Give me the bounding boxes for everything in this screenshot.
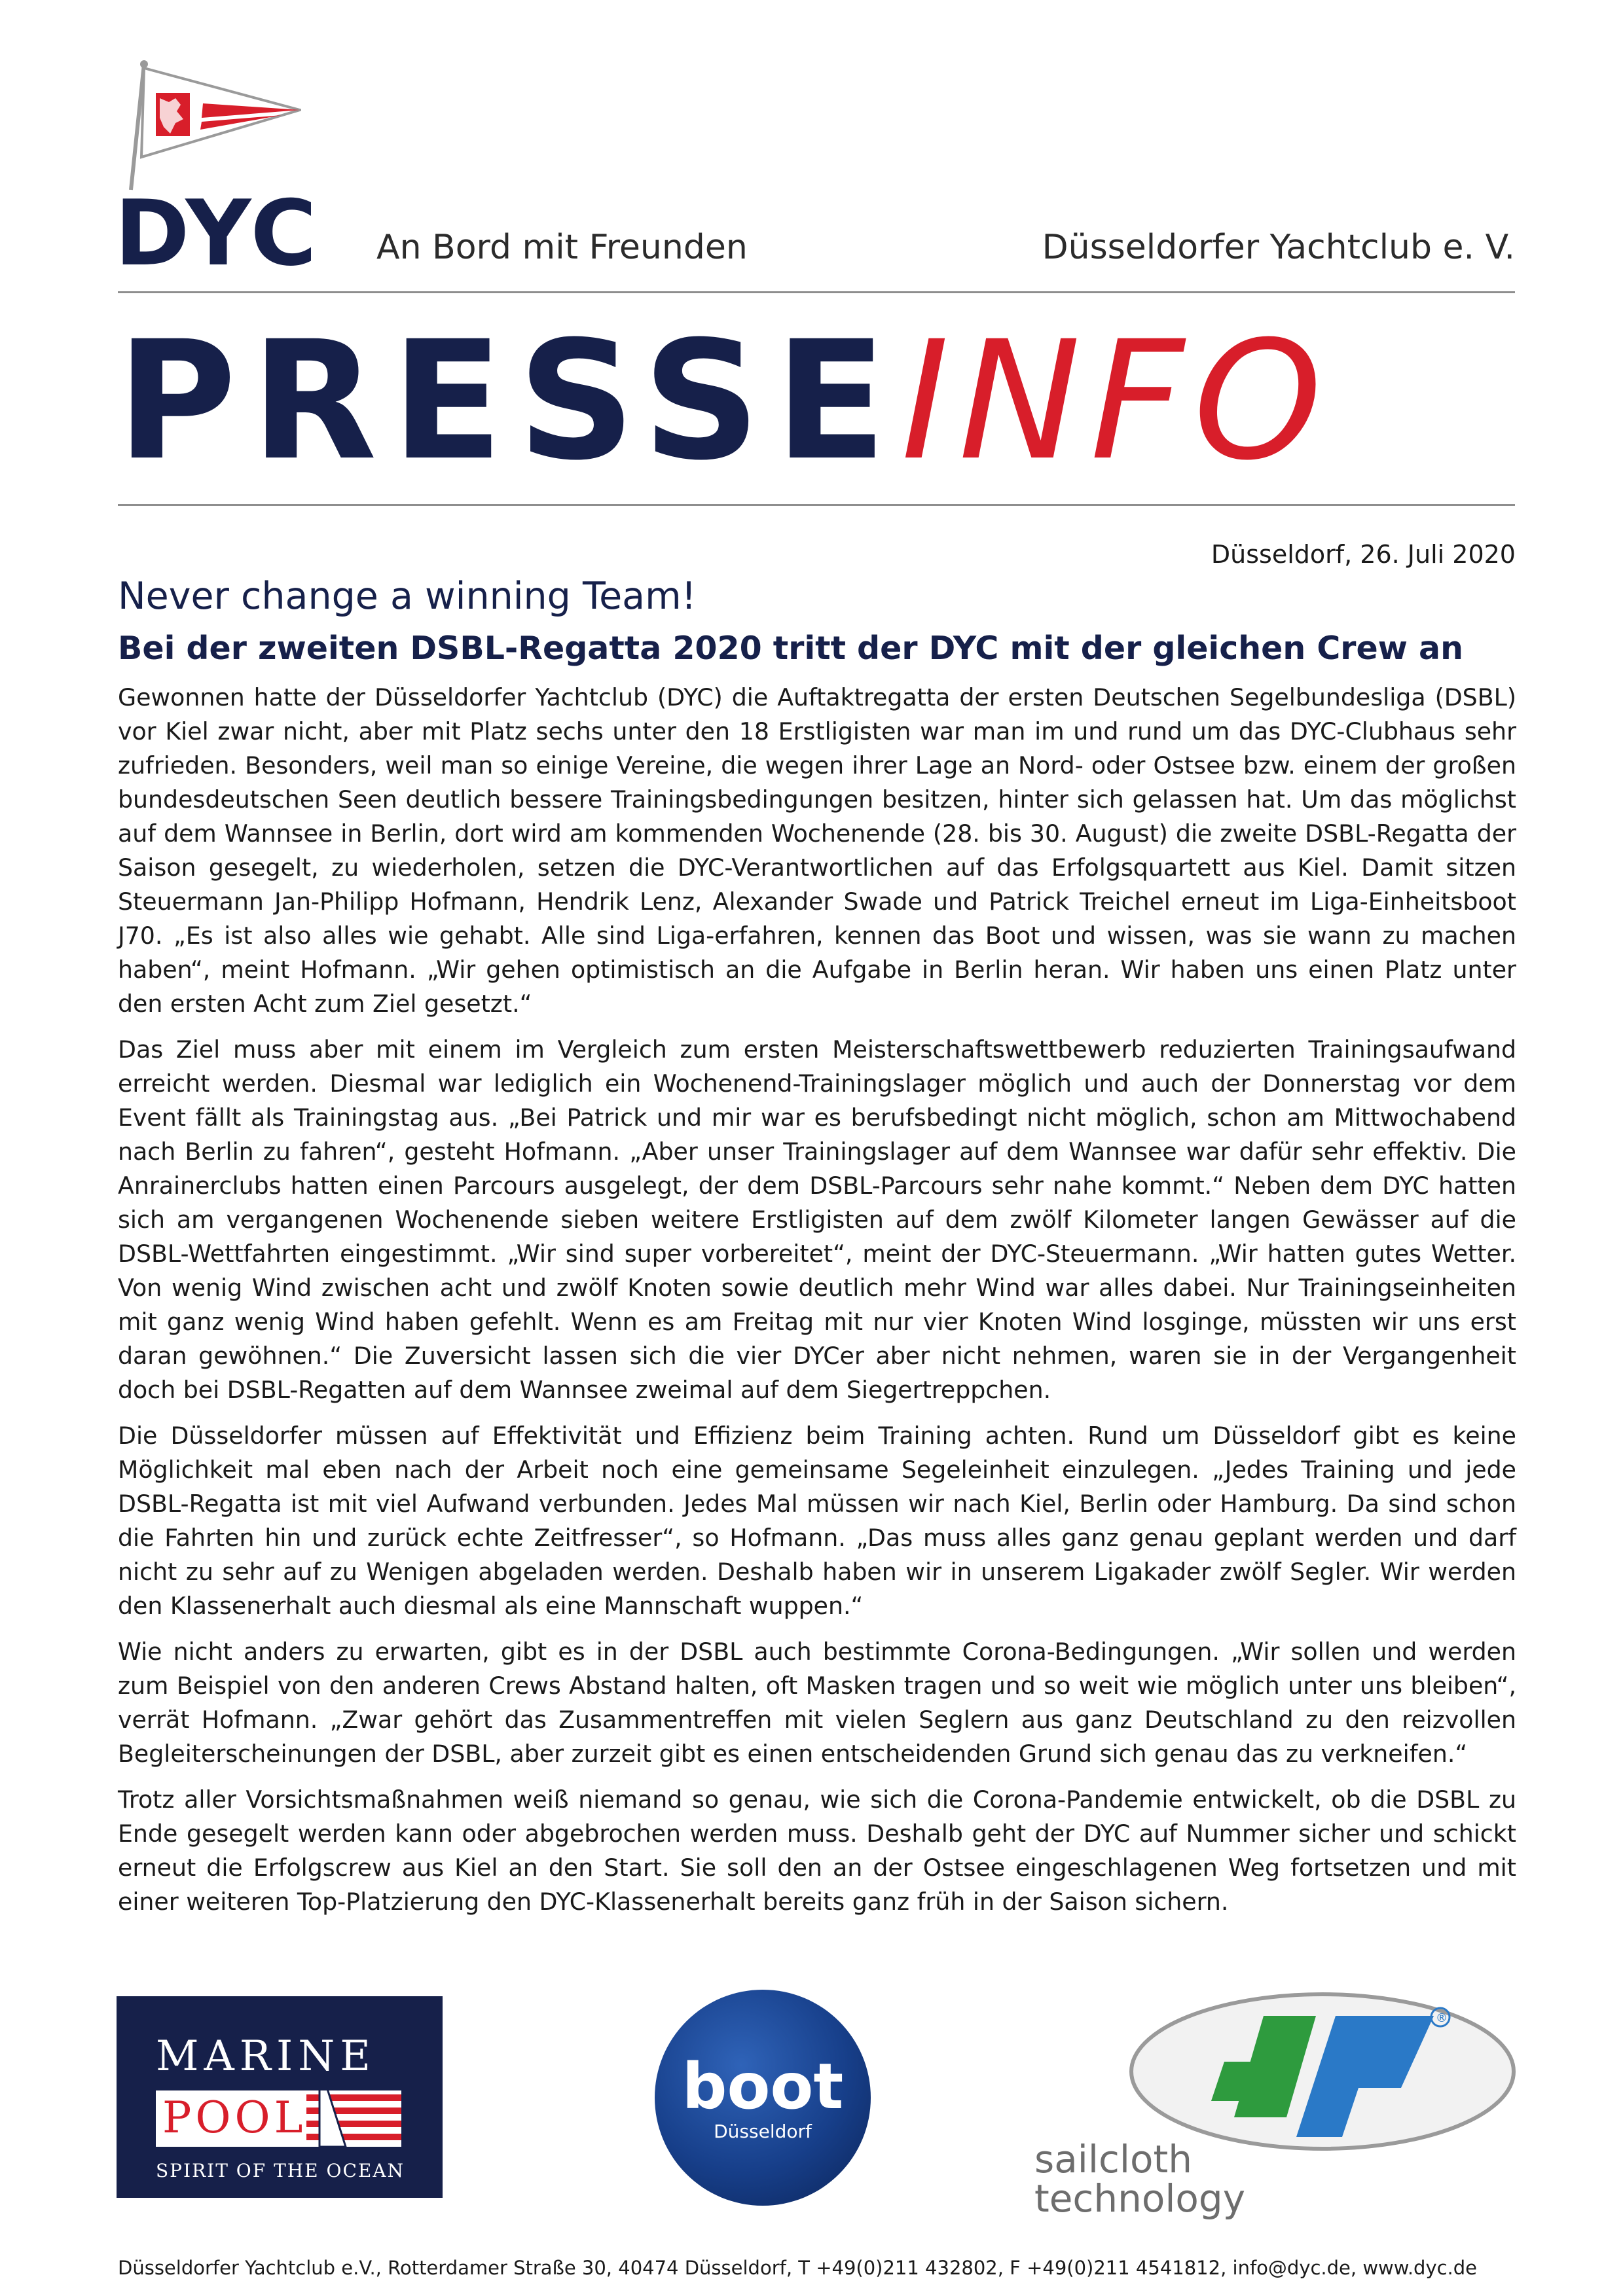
masthead-presse: PRESSE [117, 306, 902, 496]
marine-pool-word-pool: POOL [162, 2092, 307, 2143]
article-headline: Never change a winning Team! [118, 575, 697, 618]
footer-contact: Düsseldorfer Yachtclub e.V., Rotterdamer Straße 30, 40474 Düsseldorf, T +49(0)211 432802, F +49(0)211 4541812, info@dyc.de, www.dyc.de [118, 2257, 1478, 2279]
article-paragraph: Trotz aller Vorsichtsmaßnahmen weiß niemand so genau, wie sich die Corona-Pandemie entwickelt, ob die DSBL zu Ende gesegelt werden kann oder abgebrochen werden muss. Deshalb geht der DYC auf Nummer sicher und schickt erneut die Erfolgscrew aus Kiel an den Start. Sie soll den an der Ostsee eingeschlagenen Weg fortsetzen und mit einer weiteren Top-Platzierung den DYC-Klassenerhalt bereits ganz früh in der Saison sichern. [118, 1785, 1516, 1916]
registered-mark: ® [1436, 2011, 1448, 2025]
dp-sailcloth-word: sailcloth [1034, 2137, 1192, 2181]
masthead-divider [118, 504, 1515, 506]
article-paragraph: Das Ziel muss aber mit einem im Vergleich zum ersten Meisterschaftswettbewerb reduzierten Trainingsaufwand erreicht werden. Diesmal war lediglich ein Wochenend-Trainingslager möglich und auch der Donnerstag vor dem Event fällt als Trainingstag aus. „Bei Patrick und mir war es berufsbedingt nicht möglich, schon am Mittwochabend nach Berlin zu fahren“, gesteht Hofmann. „Aber unser Trainingslager auf dem Wannsee war dafür sehr effektiv. Die Anrainerclubs hatten einen Parcours ausgelegt, der dem DSBL-Parcours sehr nahe kommt.“ Neben dem DYC hatten sich am vergangenen Wochenende sieben weitere Erstligisten auf dem zwölf Kilometer langen Gewässer auf die DSBL-Wettfahrten eingestimmt. „Wir sind super vorbereitet“, meint der DYC-Steuermann. „Wir hatten gutes Wetter. Von wenig Wind zwischen acht und zwölf Knoten sowie deutlich mehr Wind war alles dabei. Nur Trainingseinheiten mit ganz wenig Wind haben gefehlt. Wenn es am Freitag mit nur vier Knoten Wind losginge, müssten wir uns erst daran gewöhnen.“ Die Zuversicht lassen sich die vier DYCer aber nicht nehmen, waren sie in der Vergangenheit doch bei DSBL-Regatten auf dem Wannsee zweimal auf dem Siegertreppchen. [118, 1035, 1516, 1404]
boot-duesseldorf-logo [655, 1990, 871, 2206]
article-paragraph: Gewonnen hatte der Düsseldorfer Yachtclub (DYC) die Auftaktregatta der ersten Deutschen Segelbundesliga (DSBL) vor Kiel zwar nicht, aber mit Platz sechs unter den 18 Erstligisten war man im und rund um das DYC-Clubhaus sehr zufrieden. Besonders, weil man so einige Vereine, die wegen ihrer Lage an Nord- oder Ostsee bzw. einem der großen bundesdeutschen Seen deutlich bessere Trainingsbedingungen besitzen, hinter sich gelassen hat. Um das möglichst auf dem Wannsee in Berlin, dort wird am kommenden Wochenende (28. bis 30. August) die zweite DSBL-Regatta der Saison gesegelt, zu wiederholen, setzen die DYC-Verantwortlichen auf das Erfolgsquartett aus Kiel. Damit sitzen Steuermann Jan-Philipp Hofmann, Hendrik Lenz, Alexander Swade und Patrick Treichel erneut im Liga-Einheitsboot J70. „Es ist also alles wie gehabt. Alle sind Liga-erfahren, kennen das Boot und wissen, was sie wann zu machen haben“, meint Hofmann. „Wir gehen optimistisch an die Aufgabe in Berlin heran. Wir haben uns einen Platz unter den ersten Acht zum Ziel gesetzt.“ [118, 683, 1516, 1018]
marine-pool-word-marine: MARINE [156, 2032, 376, 2081]
boot-city: Düsseldorf [714, 2121, 812, 2142]
dateline: Düsseldorf, 26. Juli 2020 [1211, 540, 1516, 569]
article-body [118, 681, 1516, 1931]
club-motto: An Bord mit Freunden [376, 228, 748, 267]
dp-sailcloth-logo [1034, 1990, 1519, 2221]
boot-wordmark: boot [682, 2050, 844, 2123]
burgee-flag-icon [118, 59, 301, 196]
marine-pool-logo [117, 1996, 443, 2198]
club-burgee-logo [118, 59, 301, 196]
article-paragraph: Die Düsseldorfer müssen auf Effektivität und Effizienz beim Training achten. Rund um Düsseldorf gibt es keine Möglichkeit mal eben nach der Arbeit noch eine gemeinsame Segeleinheit einzulegen. „Jedes Training und jede DSBL-Regatta ist mit viel Aufwand verbunden. Jedes Mal müssen wir nach Kiel, Berlin oder Hamburg. Da sind schon die Fahrten hin und zurück echte Zeitfresser“, so Hofmann. „Das muss alles ganz genau geplant werden und darf nicht zu sehr auf zu Wenigen abgeladen werden. Deshalb haben wir in unserem Ligakader zwölf Segler. Wir werden den Klassenerhalt auch diesmal als eine Mannschaft wuppen.“ [118, 1422, 1516, 1620]
marine-pool-tagline: SPIRIT OF THE OCEAN [156, 2160, 405, 2181]
marine-pool-banner [156, 2090, 401, 2147]
header-divider [118, 291, 1515, 293]
dp-emblem-icon [1126, 1990, 1519, 2153]
dp-technology-word: technology [1034, 2176, 1246, 2221]
masthead-info: INFO [901, 306, 1332, 496]
article-paragraph: Wie nicht anders zu erwarten, gibt es in der DSBL auch bestimmte Corona-Bedingungen. „Wir sollen und werden zum Beispiel von den anderen Crews Abstand halten, oft Masken tragen und so weit wie möglich unter uns bleiben“, verrät Hofmann. „Zwar gehört das Zusammentreffen mit vielen Seglern aus ganz Deutschland zu den reizvollen Begleiterscheinungen der DSBL, aber zurzeit gibt es einen entscheidenden Grund sich genau das zu verkneifen.“ [118, 1638, 1516, 1768]
article-subheadline: Bei der zweiten DSBL-Regatta 2020 tritt der DYC mit der gleichen Crew an [118, 630, 1463, 667]
dyc-wordmark: DYC [115, 181, 319, 286]
presseinfo-masthead [117, 306, 1332, 496]
sail-stripes-icon [306, 2090, 401, 2147]
club-name: Düsseldorfer Yachtclub e. V. [1042, 228, 1515, 267]
